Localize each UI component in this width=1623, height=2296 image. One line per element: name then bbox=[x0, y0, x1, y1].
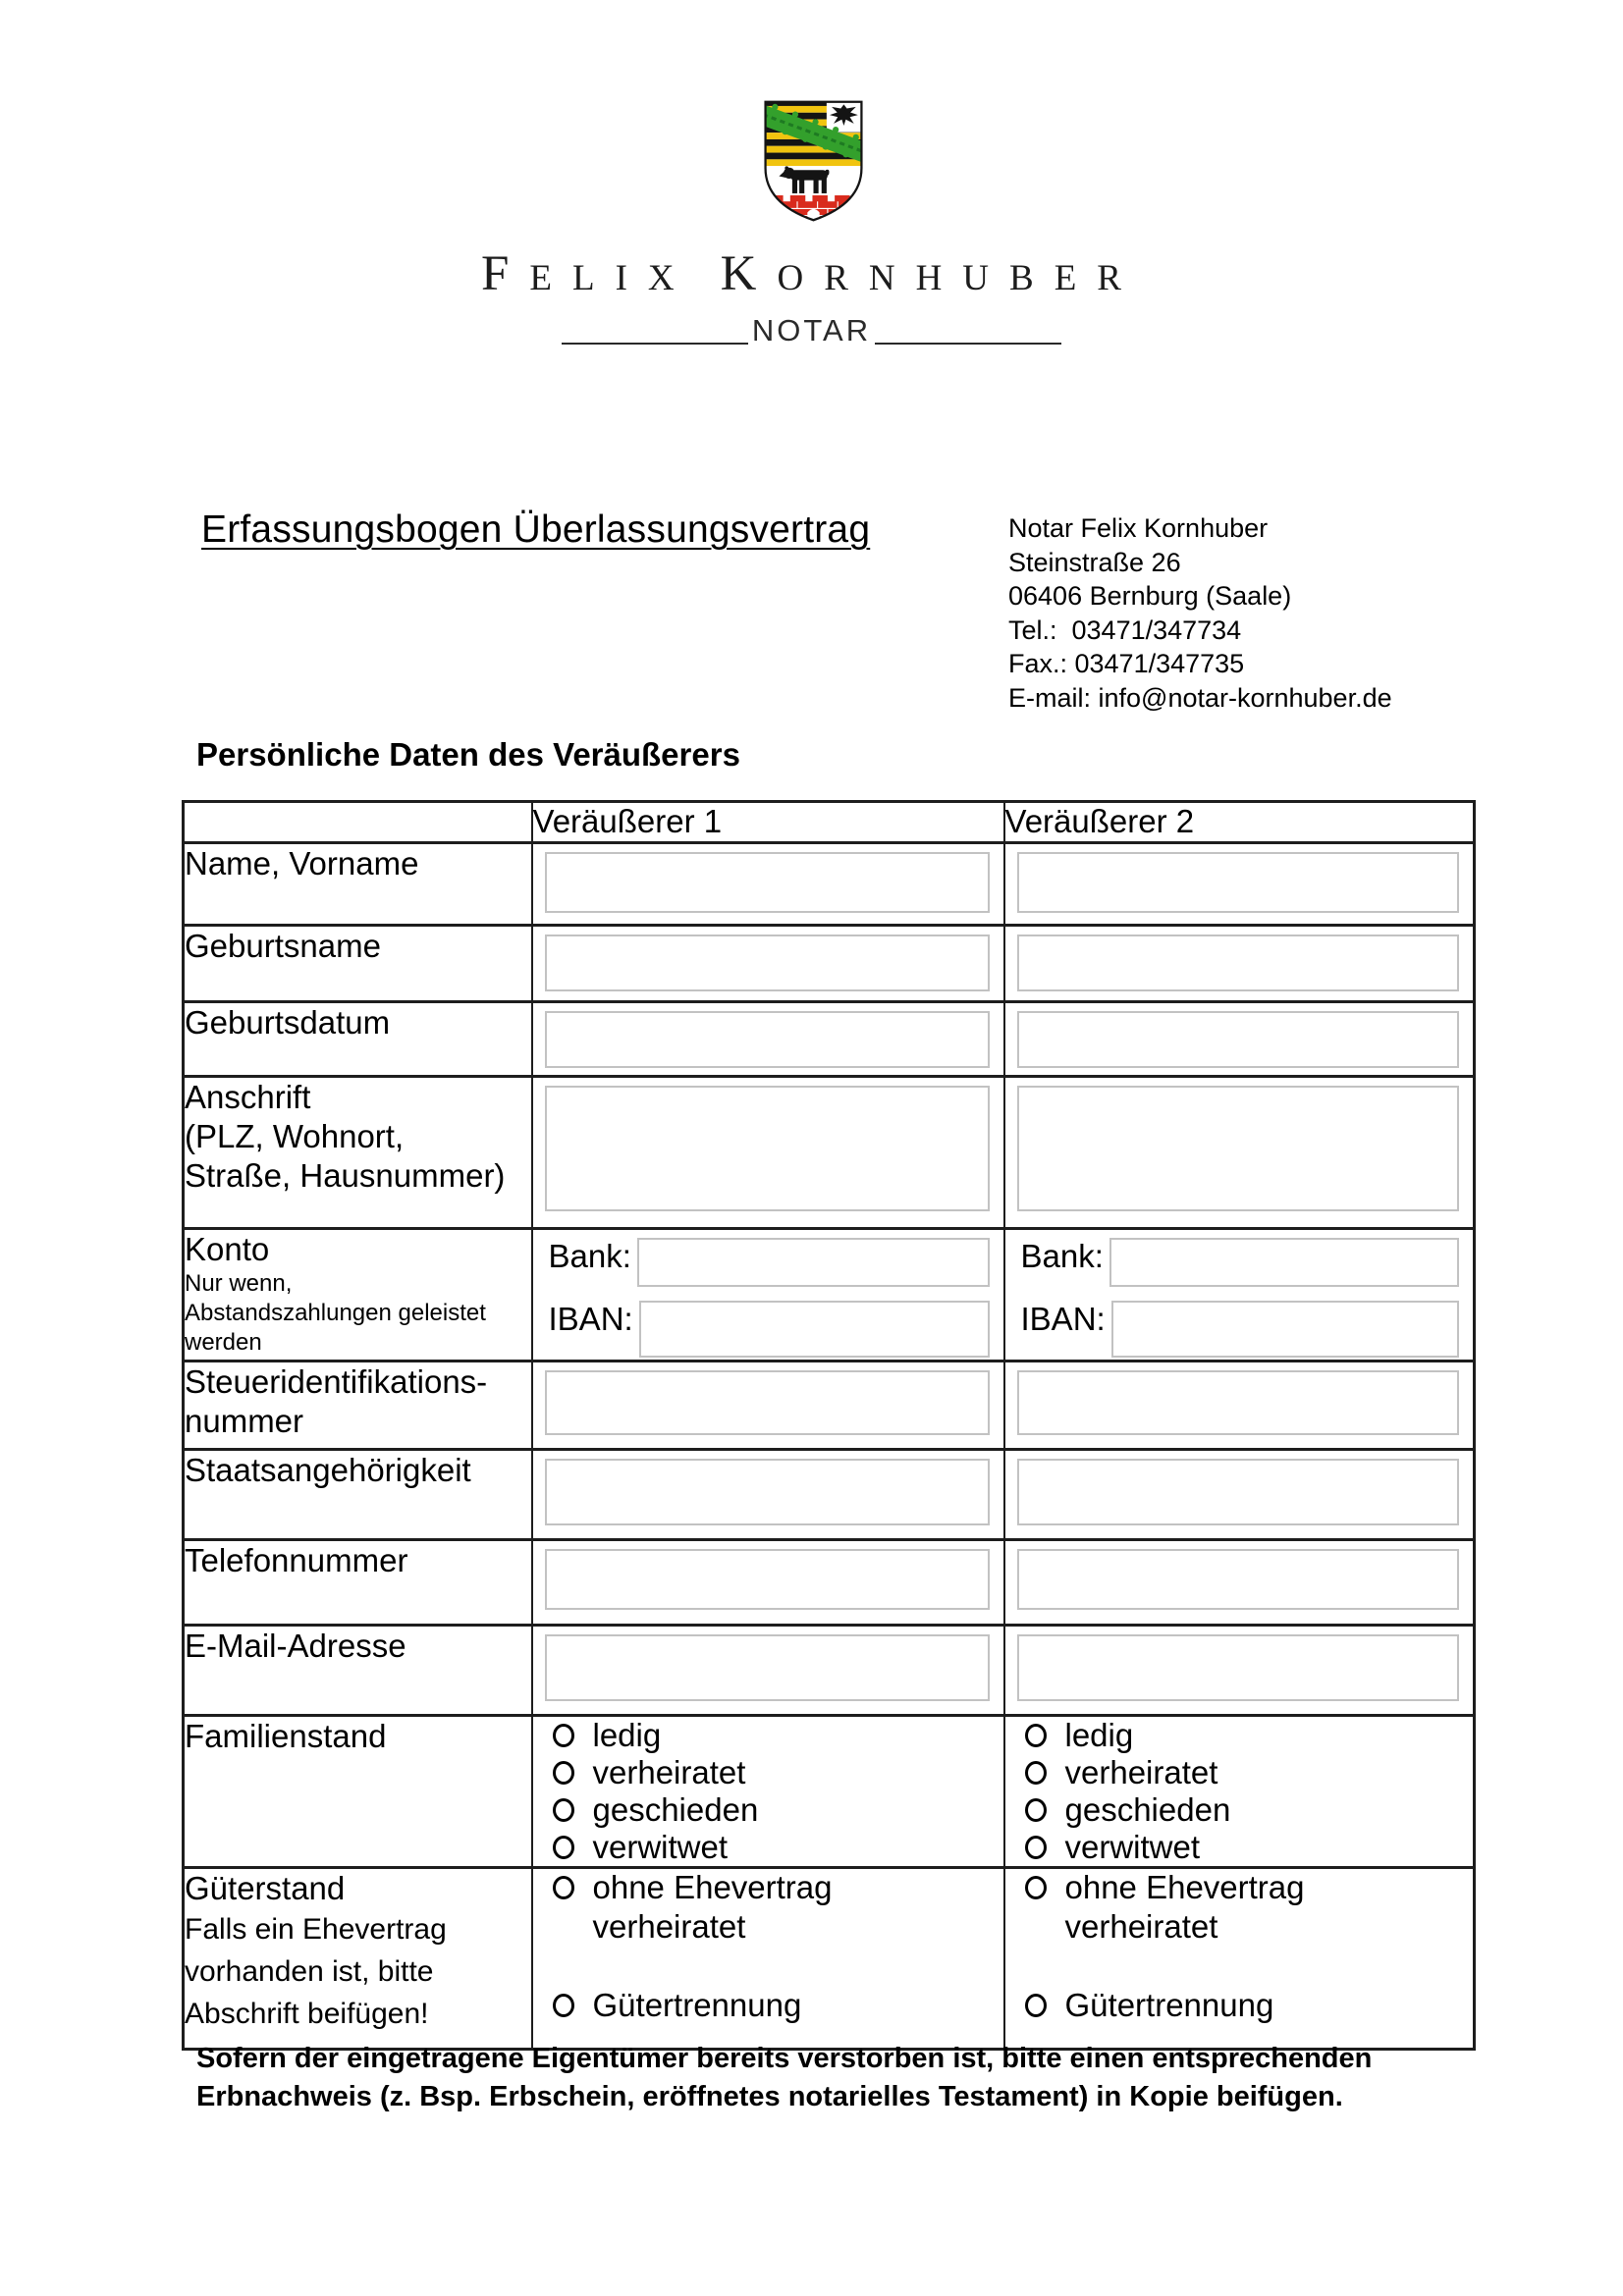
row-label-geburtsname: Geburtsname bbox=[184, 926, 532, 1002]
letterhead-name: FELIX KORNHUBER bbox=[481, 246, 1142, 301]
document-title: Erfassungsbogen Überlassungsvertrag bbox=[201, 508, 871, 551]
cell-steuerid-v1 bbox=[532, 1362, 1004, 1450]
table-row bbox=[184, 1450, 1475, 1540]
input-geburtsname-v1[interactable] bbox=[545, 934, 990, 991]
contact-line-name: Notar Felix Kornhuber bbox=[1008, 513, 1269, 543]
option-label: Gütertrennung bbox=[1064, 1987, 1274, 2023]
cell-geburtsname-v1 bbox=[532, 926, 1004, 1002]
option-label: verwitwet bbox=[1064, 1829, 1201, 1865]
radio-familienstand-verheiratet-v1[interactable] bbox=[553, 1761, 574, 1785]
cell-name-v2 bbox=[1004, 843, 1475, 926]
row-label-email: E-Mail-Adresse bbox=[184, 1626, 532, 1716]
input-bank-v1[interactable] bbox=[637, 1238, 990, 1287]
cell-anschrift-v1 bbox=[532, 1077, 1004, 1229]
radio-familienstand-ledig-v1[interactable] bbox=[553, 1724, 574, 1747]
table-header-row bbox=[184, 802, 1475, 843]
input-telefonnummer-v2[interactable] bbox=[1017, 1549, 1460, 1610]
gueterstand-note: Falls ein Ehevertrag vorhanden ist, bitte Abschrift beifügen! bbox=[185, 1913, 447, 2030]
cell-name-v1 bbox=[532, 843, 1004, 926]
contact-line-street: Steinstraße 26 bbox=[1008, 547, 1181, 577]
input-name-v1[interactable] bbox=[545, 852, 990, 913]
input-steuerid-v1[interactable] bbox=[545, 1370, 990, 1435]
row-label-telefonnummer: Telefonnummer bbox=[184, 1540, 532, 1626]
radio-gueterstand-guetertrennung-v2[interactable] bbox=[1025, 1994, 1047, 2017]
footer-note bbox=[196, 2040, 1394, 2116]
input-geburtsname-v2[interactable] bbox=[1017, 934, 1460, 991]
row-label-staatsangehoerigkeit: Staatsangehörigkeit bbox=[184, 1450, 532, 1540]
row-label-name: Name, Vorname bbox=[184, 843, 532, 926]
row-label-gueterstand: Güterstand Falls ein Ehevertrag vorhanden ist, bitte Abschrift beifügen! bbox=[184, 1868, 532, 2050]
input-name-v2[interactable] bbox=[1017, 852, 1460, 913]
bank-label: Bank: bbox=[548, 1238, 631, 1274]
radio-familienstand-verheiratet-v2[interactable] bbox=[1025, 1761, 1047, 1785]
row-label-familienstand: Familienstand bbox=[184, 1716, 532, 1868]
option-label-continuation: verheiratet bbox=[1064, 1908, 1218, 1945]
table-row bbox=[184, 1077, 1475, 1229]
table-row bbox=[184, 1626, 1475, 1716]
table-row bbox=[184, 1362, 1475, 1450]
input-email-v2[interactable] bbox=[1017, 1634, 1460, 1701]
cell-konto-v2 bbox=[1004, 1229, 1475, 1362]
cell-email-v1 bbox=[532, 1626, 1004, 1716]
cell-staatsangehoerigkeit-v1 bbox=[532, 1450, 1004, 1540]
input-iban-v1[interactable] bbox=[639, 1301, 990, 1358]
input-geburtsdatum-v1[interactable] bbox=[545, 1011, 990, 1068]
radio-gueterstand-guetertrennung-v1[interactable] bbox=[553, 1994, 574, 2017]
saxony-anhalt-coat-of-arms-icon bbox=[763, 98, 864, 224]
cell-konto-v1 bbox=[532, 1229, 1004, 1362]
letterhead-initial: F bbox=[481, 246, 530, 301]
input-steuerid-v2[interactable] bbox=[1017, 1370, 1460, 1435]
option-label: verheiratet bbox=[1064, 1754, 1218, 1790]
personal-data-table bbox=[182, 800, 1476, 2051]
rule-left bbox=[562, 343, 748, 345]
bank-label: Bank: bbox=[1020, 1238, 1104, 1274]
row-label-konto: Konto Nur wenn, Abstandszahlungen geleistet werden bbox=[184, 1229, 532, 1362]
input-staatsangehoerigkeit-v1[interactable] bbox=[545, 1459, 990, 1525]
cell-familienstand-v2 bbox=[1004, 1716, 1475, 1868]
option-label: verwitwet bbox=[592, 1829, 729, 1865]
cell-telefonnummer-v2 bbox=[1004, 1540, 1475, 1626]
table-row bbox=[184, 1002, 1475, 1077]
contact-line-fax: Fax.: 03471/347735 bbox=[1008, 649, 1245, 678]
contact-line-city: 06406 Bernburg (Saale) bbox=[1008, 581, 1292, 611]
radio-familienstand-ledig-v2[interactable] bbox=[1025, 1724, 1047, 1747]
cell-gueterstand-v2 bbox=[1004, 1868, 1475, 2050]
table-row bbox=[184, 1540, 1475, 1626]
footer-note-line-1: Sofern der eingetragene Eigentümer bereits verstorben ist, bitte einen entsprechenden bbox=[196, 2043, 1373, 2074]
option-label: geschieden bbox=[1064, 1791, 1231, 1828]
cell-geburtsname-v2 bbox=[1004, 926, 1475, 1002]
input-staatsangehoerigkeit-v2[interactable] bbox=[1017, 1459, 1460, 1525]
footer-note-line-2: Erbnachweis (z. Bsp. Erbschein, eröffnetes notarielles Testament) in Kopie beifügen. bbox=[196, 2081, 1343, 2112]
row-label-anschrift: Anschrift (PLZ, Wohnort, Straße, Hausnummer) bbox=[184, 1077, 532, 1229]
column-header-veraeusserer-1: Veräußerer 1 bbox=[532, 802, 1004, 843]
radio-familienstand-geschieden-v1[interactable] bbox=[553, 1798, 574, 1822]
contact-line-phone: Tel.: 03471/347734 bbox=[1008, 614, 1242, 645]
table-row bbox=[184, 1229, 1475, 1362]
radio-familienstand-verwitwet-v2[interactable] bbox=[1025, 1836, 1047, 1859]
cell-geburtsdatum-v1 bbox=[532, 1002, 1004, 1077]
row-label-geburtsdatum: Geburtsdatum bbox=[184, 1002, 532, 1077]
cell-telefonnummer-v1 bbox=[532, 1540, 1004, 1626]
letterhead-subtitle: NOTAR bbox=[751, 313, 872, 347]
cell-staatsangehoerigkeit-v2 bbox=[1004, 1450, 1475, 1540]
radio-gueterstand-ohne-ehevertrag-v2[interactable] bbox=[1025, 1876, 1047, 1899]
contact-line-email: E-mail: info@notar-kornhuber.de bbox=[1008, 682, 1392, 713]
radio-gueterstand-ohne-ehevertrag-v1[interactable] bbox=[553, 1876, 574, 1899]
table-row bbox=[184, 1868, 1475, 2050]
konto-note: Nur wenn, Abstandszahlungen geleistet werden bbox=[185, 1270, 486, 1356]
row-label-steuerid: Steueridentifikations- nummer bbox=[184, 1362, 532, 1450]
cell-familienstand-v1 bbox=[532, 1716, 1004, 1868]
option-label: geschieden bbox=[592, 1791, 759, 1828]
letterhead-subtitle-row bbox=[0, 314, 1623, 347]
iban-label: IBAN: bbox=[1020, 1301, 1106, 1337]
input-anschrift-v2[interactable] bbox=[1017, 1086, 1460, 1211]
option-label: ledig bbox=[592, 1717, 662, 1753]
option-label: Gütertrennung bbox=[592, 1987, 802, 2023]
option-label: ohne Ehevertrag bbox=[1064, 1869, 1305, 1905]
section-heading: Persönliche Daten des Veräußerers bbox=[196, 736, 740, 773]
input-iban-v2[interactable] bbox=[1111, 1301, 1459, 1358]
option-label: ledig bbox=[1064, 1717, 1134, 1753]
input-telefonnummer-v1[interactable] bbox=[545, 1549, 990, 1610]
cell-gueterstand-v1 bbox=[532, 1868, 1004, 2050]
radio-familienstand-geschieden-v2[interactable] bbox=[1025, 1798, 1047, 1822]
radio-familienstand-verwitwet-v1[interactable] bbox=[553, 1836, 574, 1859]
table-row bbox=[184, 1716, 1475, 1868]
cell-anschrift-v2 bbox=[1004, 1077, 1475, 1229]
rule-right bbox=[875, 343, 1061, 345]
letterhead-initial: K bbox=[720, 246, 778, 301]
contact-block bbox=[1008, 511, 1392, 715]
corner-cell bbox=[184, 802, 532, 843]
cell-geburtsdatum-v2 bbox=[1004, 1002, 1475, 1077]
input-bank-v2[interactable] bbox=[1109, 1238, 1459, 1287]
cell-email-v2 bbox=[1004, 1626, 1475, 1716]
option-label-continuation: verheiratet bbox=[592, 1908, 746, 1945]
table-row bbox=[184, 926, 1475, 1002]
iban-label: IBAN: bbox=[548, 1301, 633, 1337]
option-label: verheiratet bbox=[592, 1754, 746, 1790]
cell-steuerid-v2 bbox=[1004, 1362, 1475, 1450]
column-header-veraeusserer-2: Veräußerer 2 bbox=[1004, 802, 1475, 843]
input-geburtsdatum-v2[interactable] bbox=[1017, 1011, 1460, 1068]
option-label: ohne Ehevertrag bbox=[592, 1869, 833, 1905]
table-row bbox=[184, 843, 1475, 926]
input-anschrift-v1[interactable] bbox=[545, 1086, 990, 1211]
input-email-v1[interactable] bbox=[545, 1634, 990, 1701]
